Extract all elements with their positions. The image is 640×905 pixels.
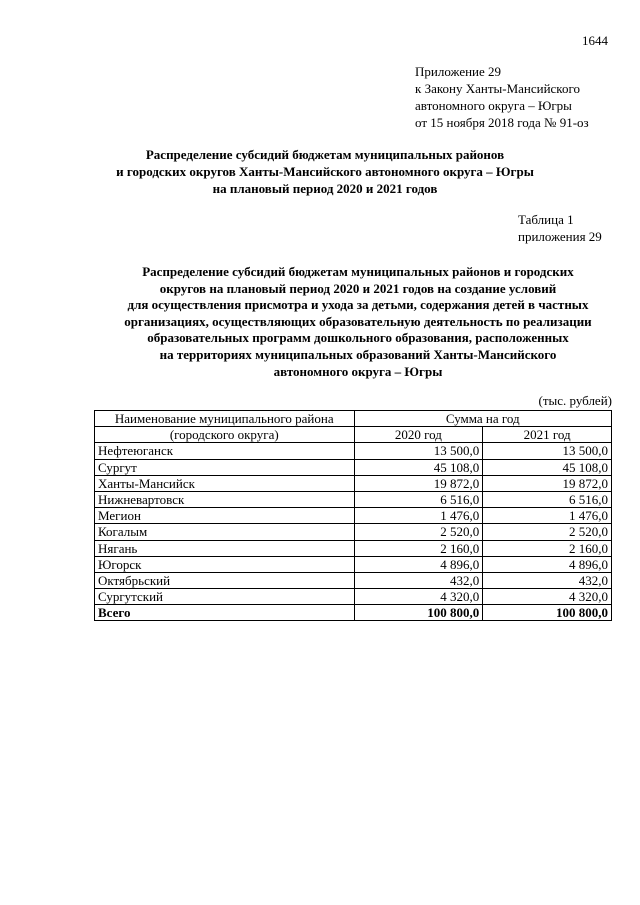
cell-name: Когалым bbox=[95, 524, 355, 540]
cell-2021: 13 500,0 bbox=[483, 443, 612, 459]
appendix-line: к Закону Ханты-Мансийского bbox=[415, 81, 580, 96]
cell-2020: 13 500,0 bbox=[354, 443, 483, 459]
units-label: (тыс. рублей) bbox=[538, 393, 612, 408]
appendix-header bbox=[415, 63, 589, 131]
header-name-line2: (городского округа) bbox=[95, 427, 355, 443]
main-title-line: на плановый период 2020 и 2021 годов bbox=[212, 181, 438, 196]
header-sum: Сумма на год bbox=[354, 411, 611, 427]
cell-name: Октябрьский bbox=[95, 572, 355, 588]
cell-2020: 1 476,0 bbox=[354, 508, 483, 524]
cell-2021: 4 320,0 bbox=[483, 589, 612, 605]
cell-2020: 2 160,0 bbox=[354, 540, 483, 556]
cell-name: Мегион bbox=[95, 508, 355, 524]
cell-name: Нягань bbox=[95, 540, 355, 556]
table-row bbox=[95, 475, 612, 491]
appendix-line: автономного округа – Югры bbox=[415, 98, 572, 113]
cell-name: Ханты-Мансийск bbox=[95, 475, 355, 491]
header-name-line1: Наименование муниципального района bbox=[95, 411, 355, 427]
main-title-line: Распределение субсидий бюджетам муниципальных районов bbox=[145, 147, 505, 162]
table-row bbox=[95, 540, 612, 556]
cell-2020: 19 872,0 bbox=[354, 475, 483, 491]
cell-2021: 6 516,0 bbox=[483, 491, 612, 507]
table-reference-line: приложения 29 bbox=[518, 229, 602, 244]
header-2021: 2021 год bbox=[483, 427, 612, 443]
table-reference-line: Таблица 1 bbox=[518, 212, 574, 227]
table-row bbox=[95, 508, 612, 524]
cell-name: Югорск bbox=[95, 556, 355, 572]
cell-name: Всего bbox=[95, 605, 355, 621]
cell-2020: 45 108,0 bbox=[354, 459, 483, 475]
table-row bbox=[95, 459, 612, 475]
table-row bbox=[95, 443, 612, 459]
table-row bbox=[95, 572, 612, 588]
cell-2020: 100 800,0 bbox=[354, 605, 483, 621]
page-number: 1644 bbox=[582, 33, 608, 48]
table-title-line: округов на плановый период 2020 и 2021 годов на создание условий bbox=[159, 280, 557, 296]
cell-2020: 6 516,0 bbox=[354, 491, 483, 507]
main-title-line: и городских округов Ханты-Мансийского автономного округа – Югры bbox=[116, 164, 534, 179]
table-body bbox=[95, 443, 612, 621]
cell-2021: 432,0 bbox=[483, 572, 612, 588]
cell-2020: 2 520,0 bbox=[354, 524, 483, 540]
table-row bbox=[95, 524, 612, 540]
header-2020: 2020 год bbox=[354, 427, 483, 443]
cell-2021: 4 896,0 bbox=[483, 556, 612, 572]
cell-2021: 2 160,0 bbox=[483, 540, 612, 556]
cell-name: Нефтеюганск bbox=[95, 443, 355, 459]
table-title-line: Распределение субсидий бюджетам муниципальных районов и городских bbox=[142, 264, 574, 279]
table-row bbox=[95, 491, 612, 507]
appendix-line: от 15 ноября 2018 года № 91-оз bbox=[415, 115, 589, 130]
table-title-line: для осуществления присмотра и ухода за детьми, содержания детей в частных bbox=[127, 297, 589, 313]
cell-name: Нижневартовск bbox=[95, 491, 355, 507]
cell-2021: 19 872,0 bbox=[483, 475, 612, 491]
table-row bbox=[95, 556, 612, 572]
table-header-row bbox=[95, 427, 612, 443]
cell-2020: 4 320,0 bbox=[354, 589, 483, 605]
table-title bbox=[88, 264, 628, 380]
cell-2021: 1 476,0 bbox=[483, 508, 612, 524]
main-title bbox=[60, 146, 590, 197]
table-header-row bbox=[95, 411, 612, 427]
appendix-line: Приложение 29 bbox=[415, 64, 502, 79]
cell-2021: 100 800,0 bbox=[483, 605, 612, 621]
cell-name: Сургутский bbox=[95, 589, 355, 605]
cell-2021: 45 108,0 bbox=[483, 459, 612, 475]
cell-2020: 432,0 bbox=[354, 572, 483, 588]
table-reference bbox=[518, 211, 602, 245]
table-title-line: образовательных программ дошкольного образования, расположенных bbox=[147, 330, 569, 346]
cell-2021: 2 520,0 bbox=[483, 524, 612, 540]
cell-name: Сургут bbox=[95, 459, 355, 475]
subsidy-table bbox=[94, 410, 612, 621]
table-row bbox=[95, 589, 612, 605]
table-title-line: автономного округа – Югры bbox=[273, 363, 443, 379]
table-total-row bbox=[95, 605, 612, 621]
table-title-line: на территориях муниципальных образований Ханты-Мансийского bbox=[159, 346, 557, 362]
table-title-line: организациях, осуществляющих образовательную деятельность по реализации bbox=[124, 313, 592, 329]
cell-2020: 4 896,0 bbox=[354, 556, 483, 572]
